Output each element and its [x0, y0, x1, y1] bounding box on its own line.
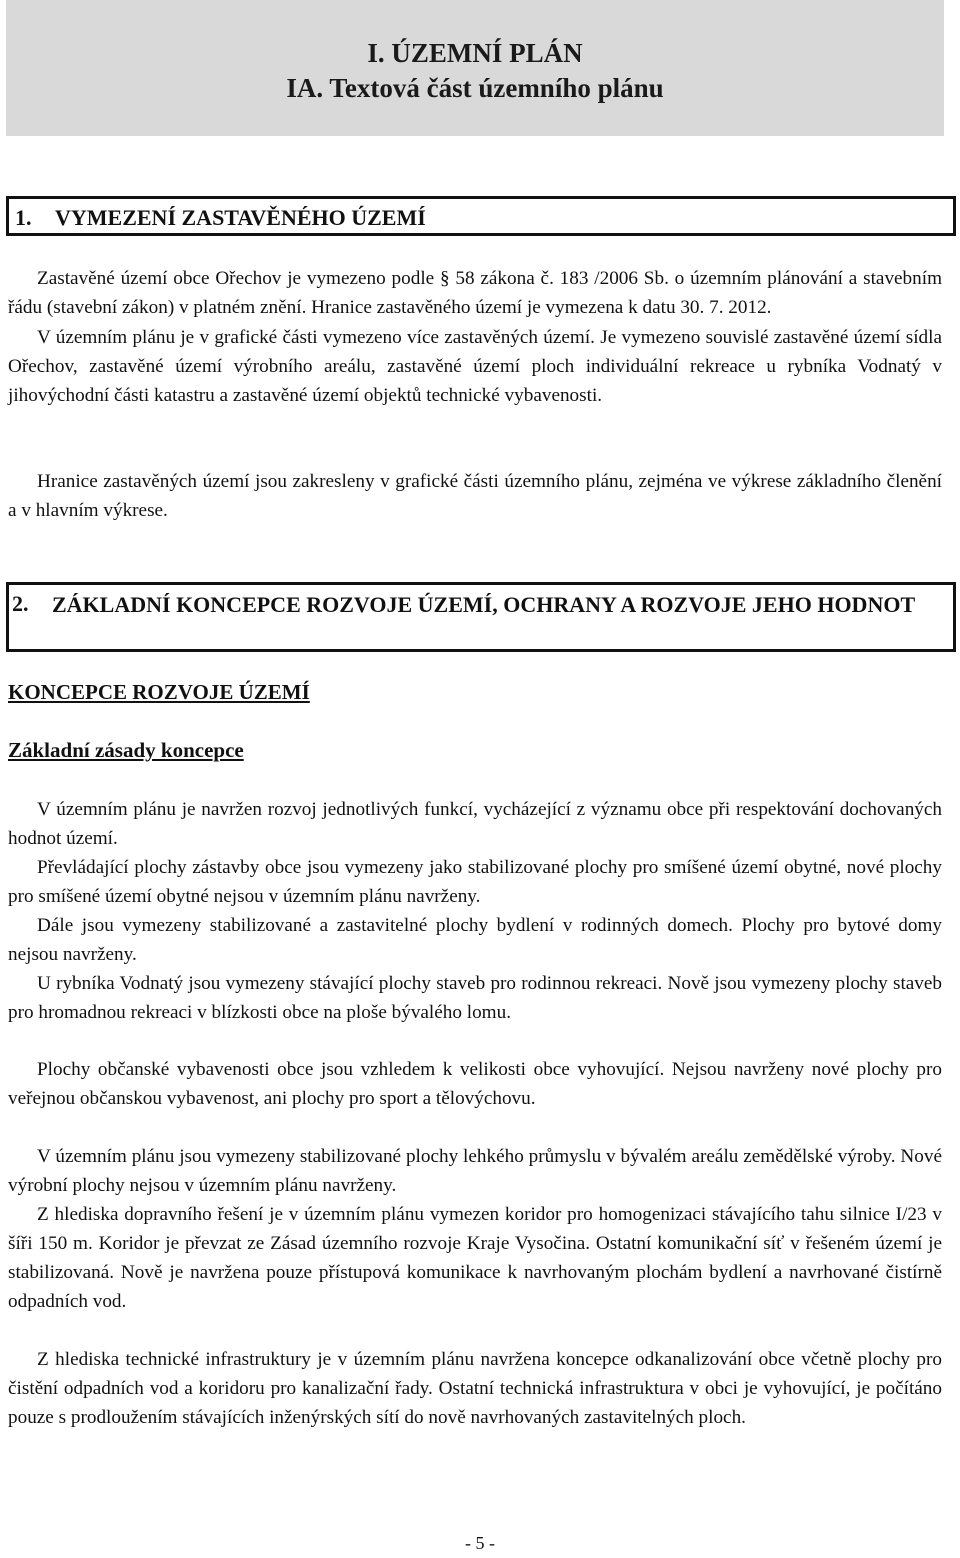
document-title: I. ÚZEMNÍ PLÁN — [367, 38, 583, 68]
section-1-paragraph: V územním plánu je v grafické části vymezeno více zastavěných území. Je vymezeno souvislé zastavěné území sídla Ořechov, zastavěné území výrobního areálu, zastavěné území ploch individuální rekreace u rybníka Vodnatý v jihovýchodní části katastru a zastavěné území objektů technické vybavenosti. — [8, 327, 942, 406]
section-1-number: 1. — [15, 205, 32, 230]
section-1-paragraph: Hranice zastavěných území jsou zakresleny v grafické části územního plánu, zejména ve výkrese základního členění a v hlavním výkrese. — [8, 471, 942, 521]
section-1-title: VYMEZENÍ ZASTAVĚNÉHO ÚZEMÍ — [55, 205, 426, 230]
section-1-heading — [6, 196, 956, 236]
subheading-zasady: Základní zásady koncepce — [8, 738, 244, 762]
subheading-koncepce: KONCEPCE ROZVOJE ÚZEMÍ — [8, 680, 310, 704]
section-2-paragraph: U rybníka Vodnatý jsou vymezeny stávající plochy staveb pro rodinnou rekreaci. Nově jsou vymezeny plochy staveb pro hromadnou rekreaci v blízkosti obce na ploše bývalého lomu. — [8, 973, 942, 1023]
section-2-paragraph: Z hlediska technické infrastruktury je v územním plánu navržena koncepce odkanalizování obce včetně plochy pro čistění odpadních vod a koridoru pro kanalizační řady. Ostatní technická infrastruktura v obci je vyhovující, je počítáno pouze s prodloužením stávajících inženýrských sítí do nově navrhovaných zastavitelných ploch. — [8, 1349, 942, 1428]
section-2-paragraph: V územním plánu jsou vymezeny stabilizované plochy lehkého průmyslu v bývalém areálu zemědělské výroby. Nové výrobní plochy nejsou v územním plánu navrženy. — [8, 1146, 942, 1196]
section-2-title: ZÁKLADNÍ KONCEPCE ROZVOJE ÚZEMÍ, OCHRANY A ROZVOJE JEHO HODNOT — [52, 592, 916, 617]
section-2-paragraph: Převládající plochy zástavby obce jsou vymezeny jako stabilizované plochy pro smíšené území obytné, nové plochy pro smíšené území obytné nejsou v územním plánu navrženy. — [8, 857, 942, 907]
section-2-paragraph: Z hlediska dopravního řešení je v územním plánu vymezen koridor pro homogenizaci stávajícího tahu silnice I/23 v šíři 150 m. Koridor je převzat ze Zásad územního rozvoje Kraje Vysočina. Ostatní komunikační síť v řešeném území je stabilizovaná. Nově je navržena pouze přístupová komunikace k navrhovaným plochám bydlení a navrhované čistírně odpadních vod. — [8, 1204, 942, 1312]
section-1-paragraph: Zastavěné území obce Ořechov je vymezeno podle § 58 zákona č. 183 /2006 Sb. o územním plánování a stavebním řádu (stavební zákon) v platném znění. Hranice zastavěného území je vymezena k datu 30. 7. 2012. — [8, 268, 942, 318]
page-number: - 5 - — [465, 1533, 495, 1553]
document-subtitle: IA. Textová část územního plánu — [286, 73, 664, 103]
section-2-paragraph: Dále jsou vymezeny stabilizované a zastavitelné plochy bydlení v rodinných domech. Plochy pro bytové domy nejsou navrženy. — [8, 915, 942, 965]
document-title-box — [6, 0, 944, 136]
section-2-paragraph: V územním plánu je navržen rozvoj jednotlivých funkcí, vycházející z významu obce při respektování dochovaných hodnot území. — [8, 799, 942, 849]
section-2-heading — [6, 582, 956, 652]
section-2-number: 2. — [12, 591, 29, 616]
section-2-paragraph: Plochy občanské vybavenosti obce jsou vzhledem k velikosti obce vyhovující. Nejsou navrženy nové plochy pro veřejnou občanskou vybavenost, ani plochy pro sport a tělovýchovu. — [8, 1059, 942, 1109]
